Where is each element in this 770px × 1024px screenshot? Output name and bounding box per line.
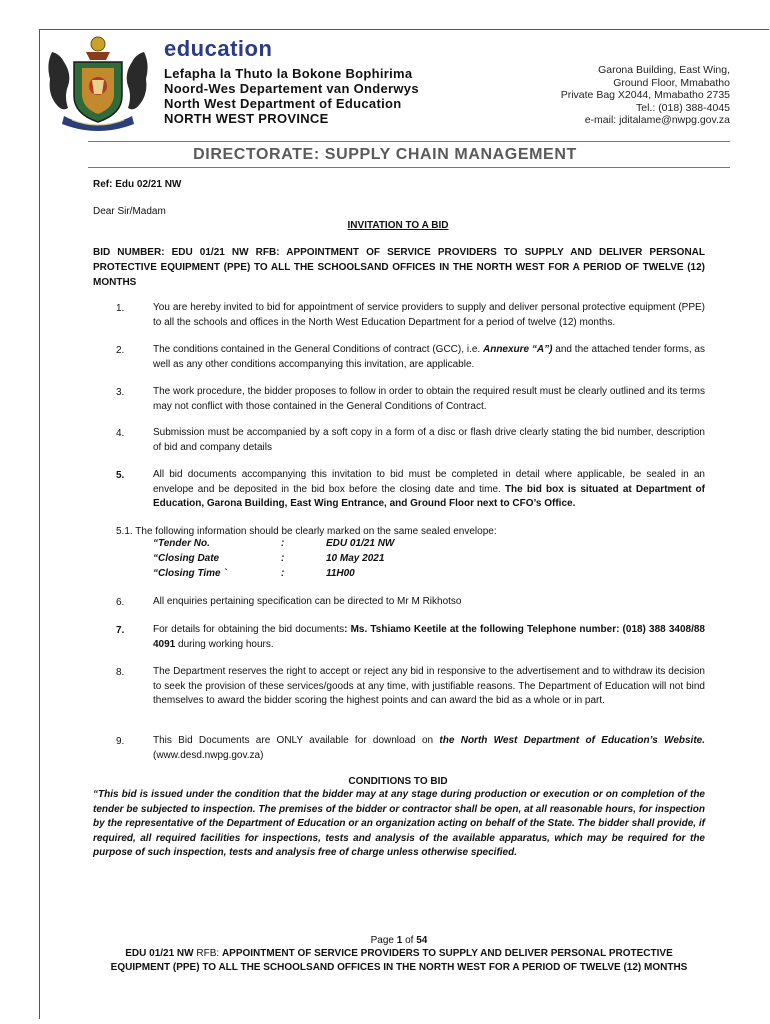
coat-of-arms-logo: [42, 34, 154, 134]
field-separator: :: [281, 568, 285, 579]
footer-description: APPOINTMENT OF SERVICE PROVIDERS TO SUPPLY AND DELIVER PERSONAL PROTECTIVE EQUIPMENT (PPE) TO ALL THE SCHOOLSAND OFFICES IN THE NORTH WEST FOR A PERIOD OF TWELVE (12) MONTHS: [110, 948, 688, 973]
item-number: 8.: [116, 667, 125, 678]
item-text-part: The conditions contained in the General Conditions of contract (GCC), i.e.: [153, 344, 483, 355]
invitation-heading: INVITATION TO A BID: [347, 220, 449, 231]
dept-line-english: North West Department of Education: [164, 96, 402, 111]
item-number: 4.: [116, 428, 125, 439]
closing-date-label: “Closing Date: [153, 553, 220, 564]
field-separator: :: [281, 553, 285, 564]
item-number: 5.: [116, 470, 125, 481]
contact-person: : Ms. Tshiamo Keetile at the following Telephone number: (018) 388 3408/88 4091: [153, 624, 705, 650]
page-number: 1: [396, 935, 403, 946]
page-label: Page: [370, 935, 397, 946]
divider: [88, 167, 730, 168]
dept-line-afrikaans: Noord-Wes Departement van Onderwys: [164, 81, 419, 96]
bid-box-location: The bid box is situated at Department of Education, Garona Building, East Wing Entrance, and Ground Floor next to CFO’s Office.: [153, 483, 705, 509]
item-text: The work procedure, the bidder proposes to follow in order to obtain the required result must be clearly outlined and its terms may not conflict with those contained in the General Conditions of Contract.: [153, 386, 705, 412]
field-separator: :: [281, 538, 285, 549]
page-indicator: [100, 934, 698, 948]
annexure-reference: Annexure “A”): [482, 344, 553, 355]
item-text: [153, 468, 705, 512]
item-text-part: This Bid Documents are ONLY available for download on: [153, 735, 440, 746]
item-text-part: For details for obtaining the bid documents: [153, 624, 345, 635]
contact-email: e-mail: jditalame@nwpg.gov.za: [584, 114, 730, 126]
department-names: [164, 66, 419, 126]
dept-line-setswana: Lefapha la Thuto la Bokone Bophirima: [164, 66, 413, 81]
contact-line: Tel.: (018) 388-4045: [636, 101, 730, 114]
item-number: 7.: [116, 625, 125, 636]
item-number: 9.: [116, 736, 125, 747]
item-text: All enquiries pertaining specification can be directed to Mr M Rikhotso: [153, 596, 462, 607]
contact-address: [561, 64, 730, 127]
item-text: [153, 734, 705, 763]
item-text-part: (www.desd.nwpg.gov.za): [153, 749, 264, 761]
reference-number: Ref: Edu 02/21 NW: [93, 179, 182, 190]
org-title: education: [164, 36, 273, 61]
closing-date-value: 10 May 2021: [326, 553, 385, 564]
website-reference: the North West Department of Education’s Website.: [439, 735, 705, 746]
contact-line: Private Bag X2044, Mmabatho 2735: [560, 89, 730, 101]
sub-item-label: 5.1. The following information should be clearly marked on the same sealed envelope:: [116, 526, 497, 537]
bid-title: BID NUMBER: EDU 01/21 NW RFB: APPOINTMENT OF SERVICE PROVIDERS TO SUPPLY AND DELIVER PERSONAL PROTECTIVE EQUIPMENT (PPE) TO ALL THE SCHOOLSAND OFFICES IN THE NORTH WEST FOR A PERIOD OF TWELVE (12) MONTHS: [93, 247, 705, 288]
item-number: 3.: [116, 387, 125, 398]
footer-bid-title: [100, 947, 698, 975]
item-text: [153, 343, 705, 372]
item-text: The Department reserves the right to accept or reject any bid in responsive to the advertisement and to withdraw its decision to seek the provision of these services/goods at any time, with justifiable reasons. The Department of Education will not bind themselves to award the bidder scoring the highest points and can award the bid as a whole or in part.: [153, 666, 705, 706]
salutation: Dear Sir/Madam: [93, 206, 166, 217]
item-number: 1.: [116, 303, 125, 314]
directorate-heading: DIRECTORATE: SUPPLY CHAIN MANAGEMENT: [193, 146, 577, 163]
conditions-text: “This bid is issued under the condition that the bidder may at any stage during production or execution or on completion of the tender be subjected to inspection. The premises of the bidder or contractor shall be open, at all reasonable hours, for inspection by the representative of the Department of Education or an organization acting on behalf of the State. The bidder shall provide, if required, all required facilities for inspections, tests and analysis of the available apparatus, which may be required for the purpose of such inspection, tests and analysis free of charge unless otherwise specified.: [93, 789, 705, 858]
page-of: of: [402, 935, 417, 946]
item-text: You are hereby invited to bid for appointment of service providers to supply and deliver personal protective equipment (PPE) to all the schools and offices in the North West Education Department for a period of twelve (12) months.: [153, 302, 705, 328]
page-total: 54: [416, 935, 428, 946]
contact-line: Ground Floor, Mmabatho: [613, 76, 730, 89]
divider: [88, 141, 730, 142]
item-text-part: during working hours.: [175, 638, 274, 650]
tender-no-label: “Tender No.: [153, 538, 210, 549]
footer-rfb: RFB:: [193, 948, 222, 959]
footer-bid-number: EDU 01/21 NW: [125, 948, 194, 959]
item-text-part: All bid documents accompanying this invitation to bid must be completed in detail where applicable, be sealed in an envelope and be deposited in the bid box before the closing date and time.: [153, 469, 705, 495]
tender-no-value: EDU 01/21 NW: [326, 538, 395, 549]
closing-time-value: 11H00: [326, 568, 355, 579]
dept-line-province: NORTH WEST PROVINCE: [164, 111, 329, 126]
contact-line: Garona Building, East Wing,: [598, 64, 730, 76]
conditions-heading: CONDITIONS TO BID: [348, 776, 448, 787]
item-text: Submission must be accompanied by a soft copy in a form of a disc or flash drive clearly stating the bid number, description of bid and company details: [153, 427, 705, 453]
item-number: 2.: [116, 345, 125, 356]
item-number: 6.: [116, 597, 125, 608]
item-text-part: and the attached tender forms, as well as any other conditions accompanying this invitation, are applicable.: [153, 344, 705, 370]
item-text: [153, 623, 705, 652]
closing-time-label: “Closing Time `: [153, 568, 227, 579]
